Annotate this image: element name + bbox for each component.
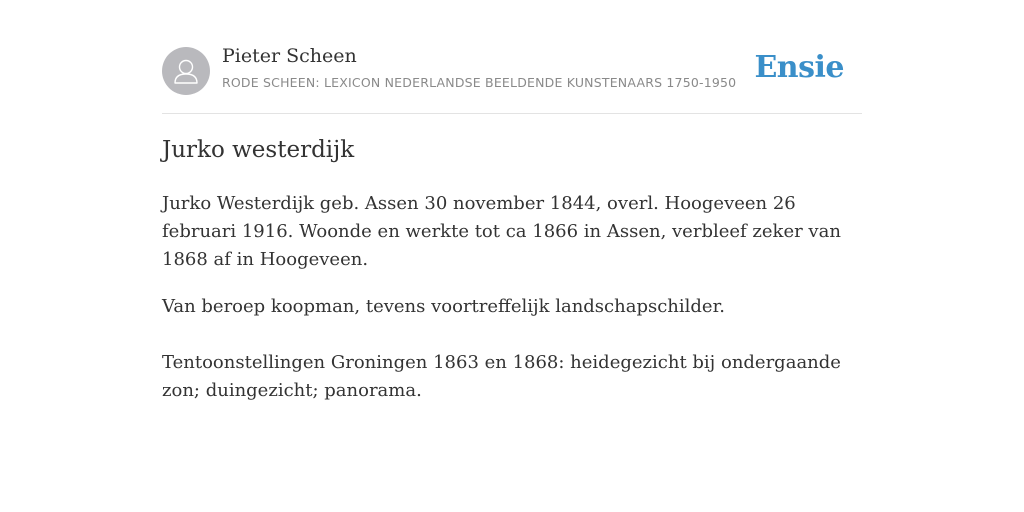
entry-title: Jurko westerdijk: [162, 137, 355, 163]
source-title[interactable]: RODE SCHEEN: LEXICON NEDERLANDSE BEELDENDE KUNSTENAARS 1750-1950: [222, 75, 737, 90]
entry-card: [162, 0, 862, 401]
entry-paragraph: Tentoonstellingen Groningen 1863 en 1868: heidegezicht bij ondergaande zon; duingezicht; panorama.: [162, 352, 841, 401]
author-avatar[interactable]: [162, 47, 210, 95]
author-name[interactable]: Pieter Scheen: [222, 45, 357, 67]
entry-paragraph: Jurko Westerdijk geb. Assen 30 november 1844, overl. Hoogeveen 26 februari 1916. Woonde en werkte tot ca 1866 in Assen, verbleef zeker van 1868 af in Hoogeveen.: [162, 193, 841, 270]
brand-logo[interactable]: Ensie: [754, 50, 844, 85]
user-silhouette-icon: [162, 47, 210, 95]
entry-header: [162, 0, 862, 114]
entry-paragraph: Van beroep koopman, tevens voortreffelijk landschapschilder.: [162, 296, 725, 317]
